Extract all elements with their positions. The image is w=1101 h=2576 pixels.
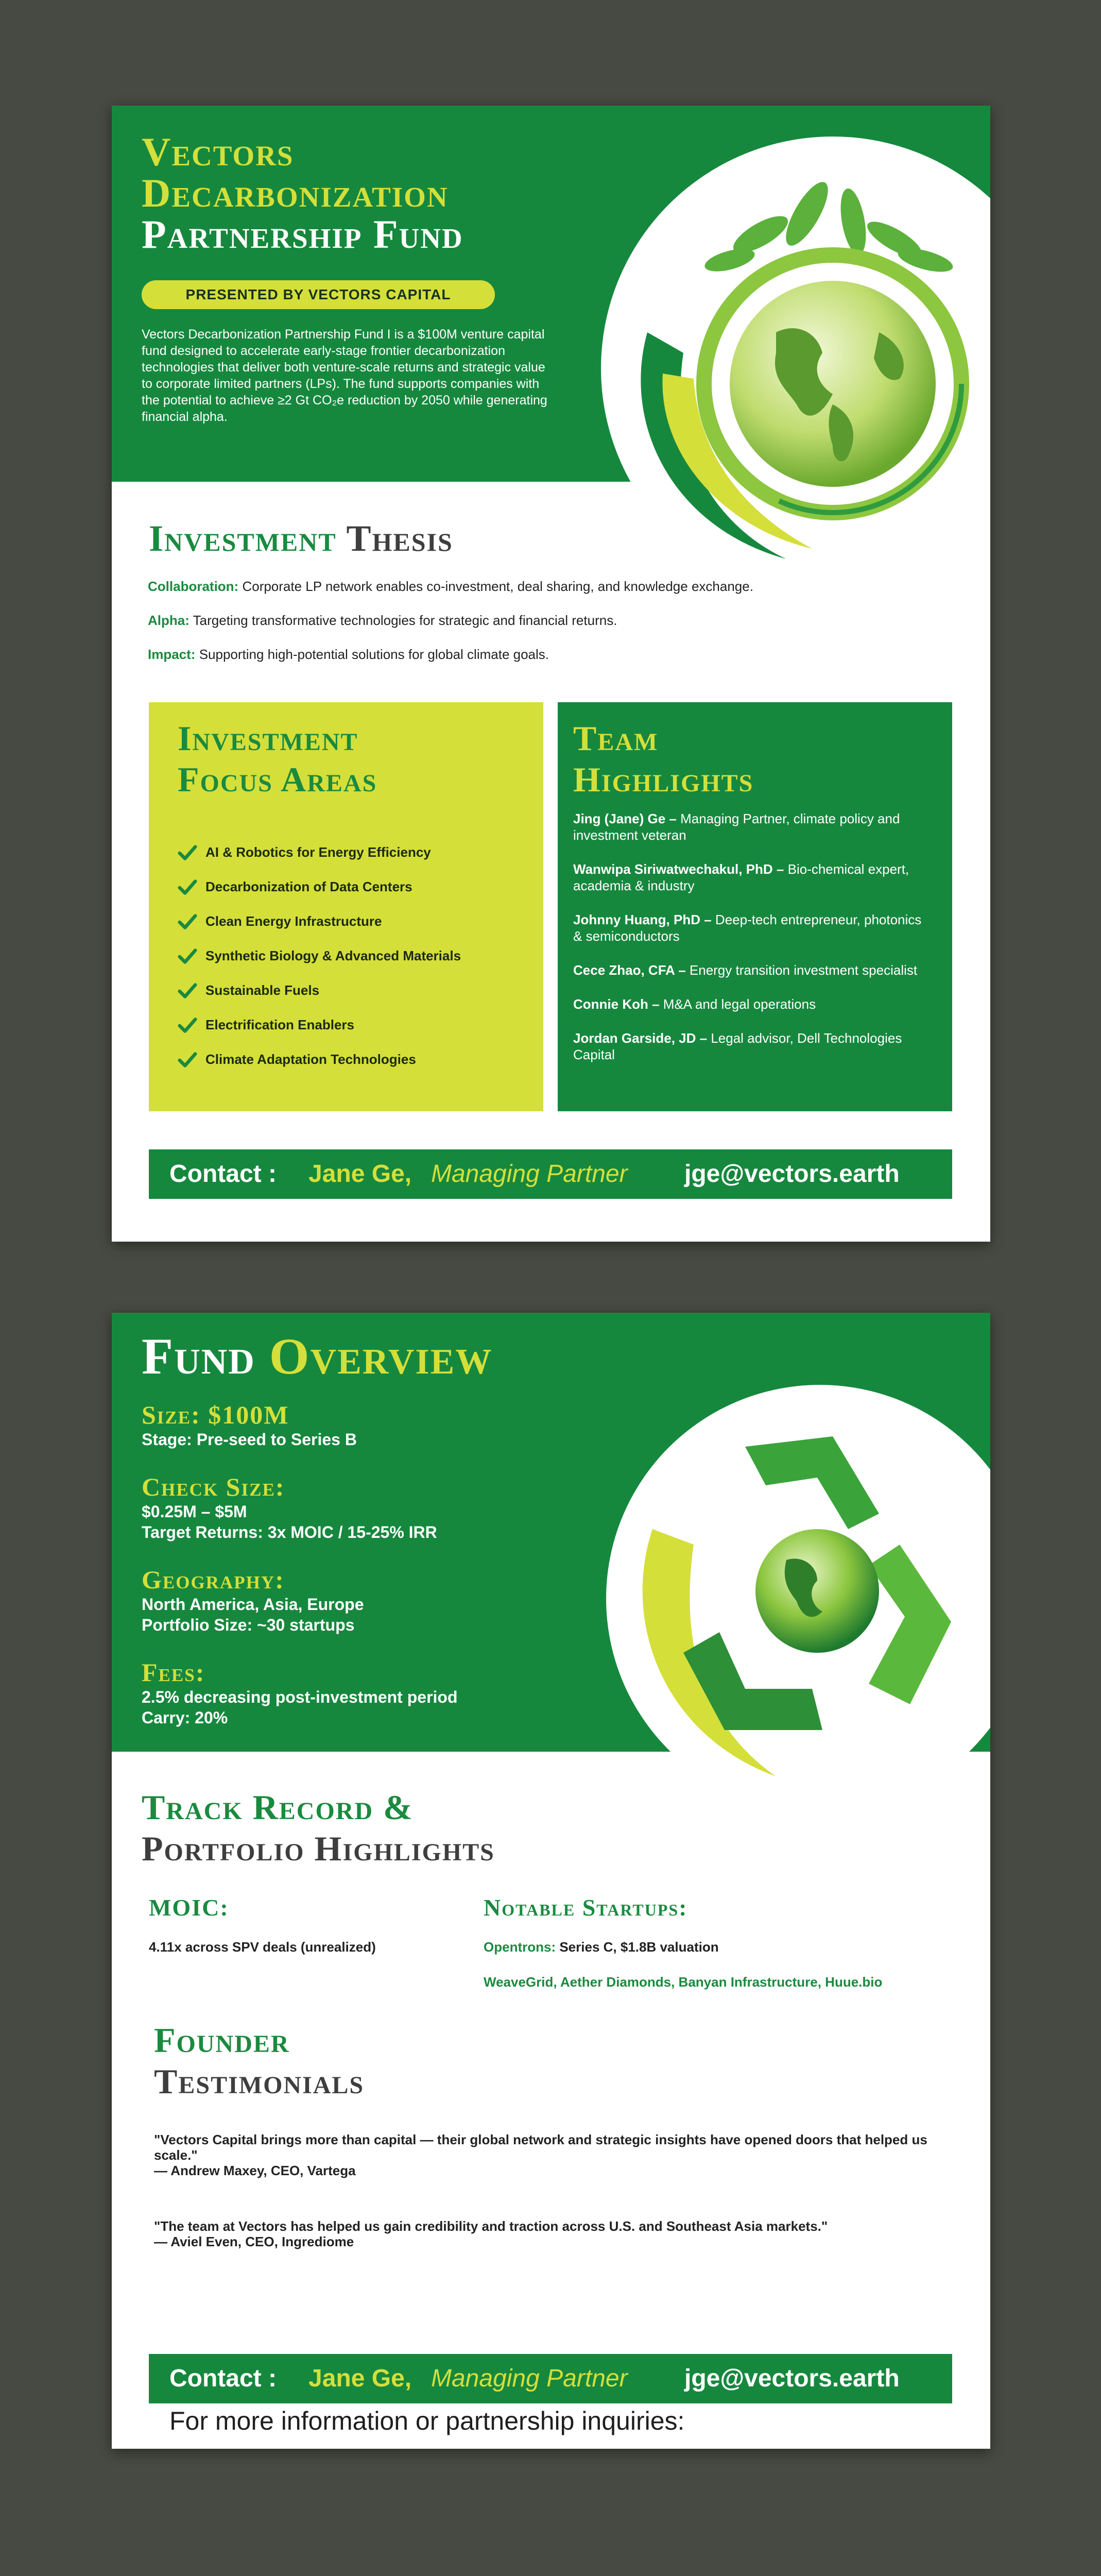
- focus-item: [178, 973, 461, 1008]
- team-heading: [573, 718, 753, 800]
- thesis-item-text: Corporate LP network enables co-investment, deal sharing, and knowledge exchange.: [242, 579, 753, 594]
- focus-heading-line-1: Investment: [178, 719, 358, 758]
- team-member: [573, 962, 934, 978]
- other-startups: WeaveGrid, Aether Diamonds, Banyan Infrastructure, Huue.bio: [484, 1974, 883, 1990]
- recycle-arrow: [869, 1545, 951, 1704]
- member-desc: Legal advisor, Dell Technologies Capital: [573, 1030, 902, 1062]
- track-heading-b: Portfolio Highlights: [142, 1829, 495, 1868]
- checkmark-icon: [178, 912, 197, 931]
- presented-by-badge: PRESENTED BY VECTORS CAPITAL: [142, 280, 495, 309]
- testimonial: [154, 2218, 952, 2249]
- focus-areas-box: [149, 702, 543, 1111]
- title-line-3: Partnership Fund: [142, 212, 463, 257]
- team-heading-line-2: Highlights: [573, 760, 754, 799]
- thesis-item: [148, 579, 753, 595]
- checkmark-icon: [178, 1015, 197, 1035]
- overview-heading-b: Overview: [269, 1328, 493, 1385]
- overview-label: Fees:: [142, 1658, 205, 1687]
- focus-item-label: AI & Robotics for Energy Efficiency: [205, 844, 431, 860]
- focus-item-label: Sustainable Fuels: [205, 982, 320, 998]
- member-desc: M&A and legal operations: [663, 996, 816, 1012]
- focus-heading-line-2: Focus Areas: [178, 760, 377, 799]
- overview-line: Portfolio Size: ~30 startups: [142, 1616, 355, 1634]
- focus-item: [178, 939, 461, 973]
- title-line-1: Vectors: [142, 129, 294, 174]
- team-highlights-box: [558, 702, 952, 1111]
- contact-label: Contact :: [169, 2365, 277, 2392]
- member-desc: Managing Partner, climate policy and investment veteran: [573, 811, 900, 843]
- brochure-page-2: [112, 1313, 990, 2449]
- brochure-page-1: [112, 106, 990, 1242]
- testimonial-quote: "Vectors Capital brings more than capital — their global network and strategic insights have opened doors that helped us scale.": [154, 2132, 927, 2163]
- team-member: [573, 1030, 934, 1063]
- track-record-heading: [142, 1787, 495, 1869]
- globe: [755, 1529, 879, 1653]
- team-member: [573, 861, 934, 894]
- focus-item: [178, 1008, 461, 1042]
- contact-bar: [149, 2354, 952, 2403]
- team-heading-line-1: Team: [573, 719, 659, 758]
- thesis-heading-a: Investment: [149, 518, 337, 559]
- opentrons-text: Series C, $1.8B valuation: [559, 1939, 719, 1955]
- member-name: Johnny Huang, PhD –: [573, 912, 712, 927]
- member-desc: Bio-chemical expert, academia & industry: [573, 861, 909, 893]
- testimonial: [154, 2132, 952, 2178]
- contact-name: Jane Ge,: [308, 2365, 412, 2392]
- member-name: Jordan Garside, JD –: [573, 1030, 708, 1046]
- more-info-text: For more information or partnership inquiries:: [169, 2406, 685, 2435]
- thesis-item-label: Alpha:: [148, 613, 190, 628]
- title-line-2: Decarbonization: [142, 171, 449, 215]
- contact-name: Jane Ge,: [308, 1160, 412, 1188]
- member-desc: Energy transition investment specialist: [689, 962, 918, 978]
- member-name: Wanwipa Siriwatwechakul, PhD –: [573, 861, 784, 877]
- checkmark-icon: [178, 877, 197, 897]
- overview-line: $0.25M – $5M: [142, 1502, 247, 1521]
- focus-item-label: Decarbonization of Data Centers: [205, 879, 412, 894]
- overview-label: Geography:: [142, 1565, 285, 1594]
- thesis-item-text: Targeting transformative technologies for strategic and financial returns.: [193, 613, 617, 628]
- thesis-item-label: Collaboration:: [148, 579, 239, 594]
- checkmark-icon: [178, 1050, 197, 1070]
- fund-title: [142, 131, 463, 255]
- testimonials-heading-b: Testimonials: [154, 2062, 365, 2101]
- team-member: [573, 996, 934, 1012]
- overview-line: 2.5% decreasing post-investment period: [142, 1688, 458, 1706]
- recycle-illustration: [591, 1375, 990, 1797]
- member-name: Cece Zhao, CFA –: [573, 962, 686, 978]
- member-name: Connie Koh –: [573, 996, 660, 1012]
- contact-label: Contact :: [169, 1160, 277, 1188]
- overview-line: Carry: 20%: [142, 1708, 228, 1727]
- testimonial-author: — Andrew Maxey, CEO, Vartega: [154, 2163, 356, 2178]
- focus-item: [178, 904, 461, 939]
- focus-list: [178, 835, 461, 1077]
- moic-label: MOIC:: [149, 1894, 229, 1921]
- overview-label: Check Size:: [142, 1472, 285, 1501]
- track-heading-a: Track Record &: [142, 1788, 414, 1827]
- focus-item: [178, 835, 461, 870]
- overview-line: Stage: Pre-seed to Series B: [142, 1430, 357, 1449]
- overview-label: Size: $100M: [142, 1400, 289, 1429]
- contact-email-link[interactable]: jge@vectors.earth: [684, 1160, 900, 1188]
- member-name: Jing (Jane) Ge –: [573, 811, 677, 826]
- overview-line: North America, Asia, Europe: [142, 1595, 364, 1614]
- focus-item-label: Clean Energy Infrastructure: [205, 913, 382, 929]
- thesis-item: [148, 647, 549, 663]
- testimonials-heading-a: Founder: [154, 2021, 290, 2060]
- moic-text: 4.11x across SPV deals (unrealized): [149, 1939, 376, 1955]
- thesis-item-label: Impact:: [148, 647, 196, 662]
- overview-heading: [142, 1328, 492, 1385]
- globe-illustration: [591, 137, 990, 590]
- contact-role: Managing Partner: [431, 2365, 628, 2392]
- opentrons-name: Opentrons:: [484, 1939, 556, 1955]
- checkmark-icon: [178, 843, 197, 862]
- recycle-arrow: [745, 1436, 879, 1529]
- checkmark-icon: [178, 946, 197, 966]
- focus-heading: [178, 718, 377, 800]
- contact-bar: [149, 1149, 952, 1199]
- team-list: [573, 810, 934, 1080]
- testimonial-author: — Aviel Even, CEO, Ingrediome: [154, 2234, 354, 2249]
- globe: [730, 281, 936, 487]
- checkmark-icon: [178, 981, 197, 1001]
- testimonial-quote: "The team at Vectors has helped us gain credibility and traction across U.S. and Southeast Asia markets.": [154, 2218, 828, 2234]
- member-desc: Deep-tech entrepreneur, photonics & semiconductors: [573, 912, 922, 944]
- thesis-item: [148, 613, 617, 629]
- fund-intro: Vectors Decarbonization Partnership Fund I is a $100M venture capital fund designed to accelerate early-stage frontier decarbonization technologies that deliver both venture-scale returns and strategic value to corporate limited partners (LPs). The fund supports companies with the potential to achieve ≥2 Gt CO₂e reduction by 2050 while generating financial alpha.: [142, 327, 547, 424]
- testimonials-heading: [154, 2020, 364, 2102]
- focus-item-label: Climate Adaptation Technologies: [205, 1052, 416, 1067]
- opentrons-line: [484, 1939, 719, 1955]
- thesis-heading: [149, 518, 453, 559]
- startups-label: Notable Startups:: [484, 1894, 688, 1921]
- overview-heading-a: Fund: [142, 1328, 255, 1385]
- thesis-heading-b: Thesis: [346, 518, 453, 559]
- focus-item: [178, 1042, 461, 1077]
- overview-line: Target Returns: 3x MOIC / 15-25% IRR: [142, 1523, 437, 1541]
- focus-item: [178, 870, 461, 904]
- team-member: [573, 810, 934, 843]
- team-member: [573, 911, 934, 944]
- contact-role: Managing Partner: [431, 1160, 628, 1188]
- contact-email-link[interactable]: jge@vectors.earth: [684, 2365, 900, 2392]
- focus-item-label: Electrification Enablers: [205, 1017, 354, 1032]
- focus-item-label: Synthetic Biology & Advanced Materials: [205, 948, 461, 963]
- thesis-item-text: Supporting high-potential solutions for global climate goals.: [199, 647, 549, 662]
